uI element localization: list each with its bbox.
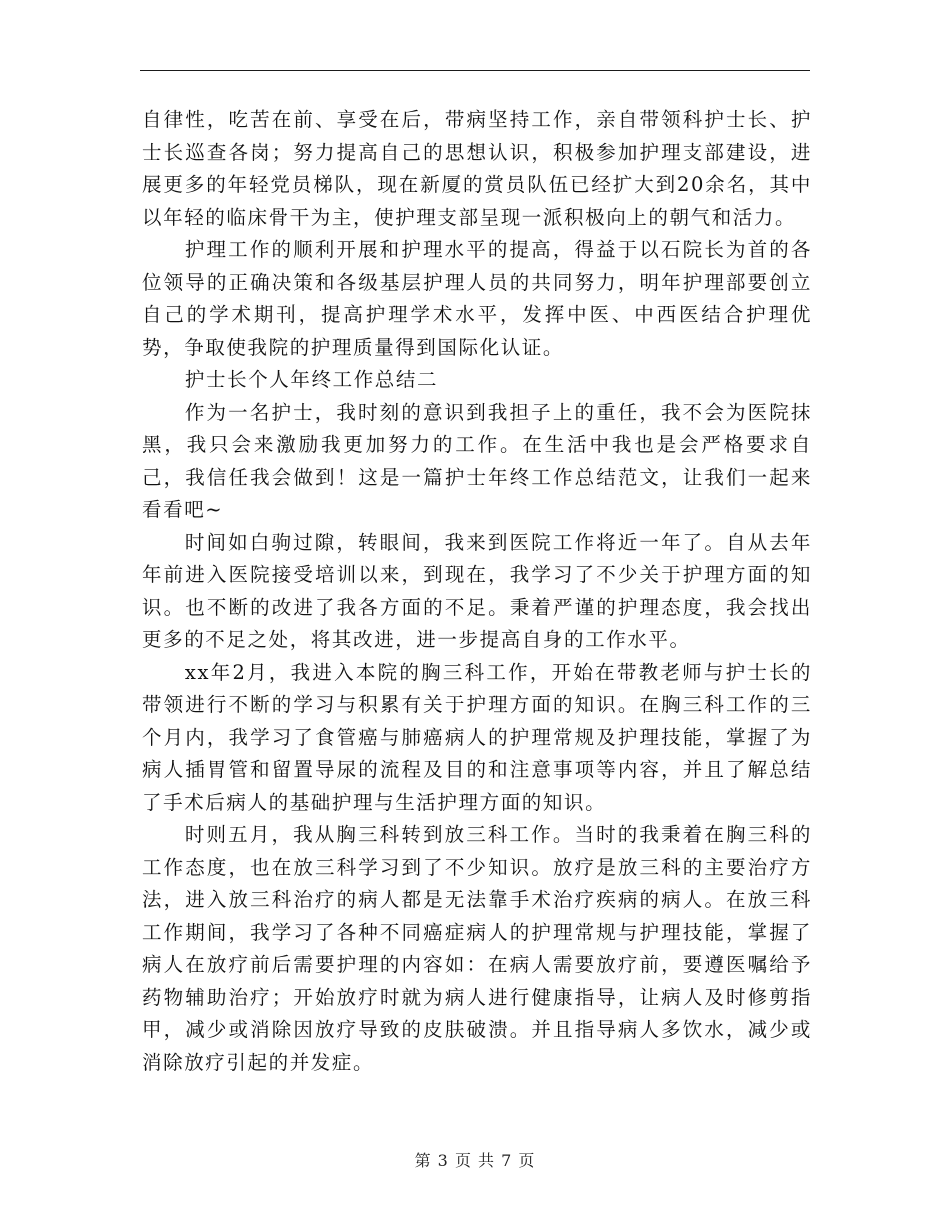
paragraph: 作为一名护士，我时刻的意识到我担子上的重任，我不会为医院抹黑，我只会来激励我更加努力的工作。在生活中我也是会严格要求自己，我信任我会做到！这是一篇护士年终工作总结范文，让我们一起来看看吧~: [142, 400, 812, 521]
paragraph: 自律性，吃苦在前、享受在后，带病坚持工作，亲自带领科护士长、护士长巡查各岗；努力提高自己的思想认识，积极参加护理支部建设，进展更多的年轻党员梯队，现在新厦的赏员队伍已经扩大到20余名，其中以年轻的临床骨干为主，使护理支部呈现一派积极向上的朝气和活力。: [142, 108, 812, 229]
paragraph: 时间如白驹过隙，转眼间，我来到医院工作将近一年了。自从去年年前进入医院接受培训以来，到现在，我学习了不少关于护理方面的知识。也不断的改进了我各方面的不足。秉着严谨的护理态度，我会找出更多的不足之处，将其改进，进一步提高自身的工作水平。: [142, 530, 812, 651]
section-heading: 护士长个人年终工作总结二: [184, 368, 439, 391]
paragraph: 护理工作的顺利开展和护理水平的提高，得益于以石院长为首的各位领导的正确决策和各级基层护理人员的共同努力，明年护理部要创立自己的学术期刊，提高护理学术水平，发挥中医、中西医结合护理优势，争取使我院的护理质量得到国际化认证。: [142, 238, 812, 359]
page-number: 第 3 页 共 7 页: [414, 1151, 536, 1170]
paragraph: 时则五月，我从胸三科转到放三科工作。当时的我秉着在胸三科的工作态度，也在放三科学习到了不少知识。放疗是放三科的主要治疗方法，进入放三科治疗的病人都是无法靠手术治疗疾病的病人。在放三科工作期间，我学习了各种不同癌症病人的护理常规与护理技能，掌握了病人在放疗前后需要护理的内容如：在病人需要放疗前，要遵医嘱给予药物辅助治疗；开始放疗时就为病人进行健康指导，让病人及时修剪指甲，减少或消除因放疗导致的皮肤破溃。并且指导病人多饮水，减少或消除放疗引起的并发症。: [142, 823, 812, 1074]
header-rule: [140, 70, 810, 71]
document-body: [142, 104, 812, 1079]
paragraph: xx年2月，我进入本院的胸三科工作，开始在带教老师与护士长的带领进行不断的学习与积累有关于护理方面的知识。在胸三科工作的三个月内，我学习了食管癌与肺癌病人的护理常规及护理技能，掌握了为病人插胃管和留置导尿的流程及目的和注意事项等内容，并且了解总结了手术后病人的基础护理与生活护理方面的知识。: [142, 660, 812, 814]
